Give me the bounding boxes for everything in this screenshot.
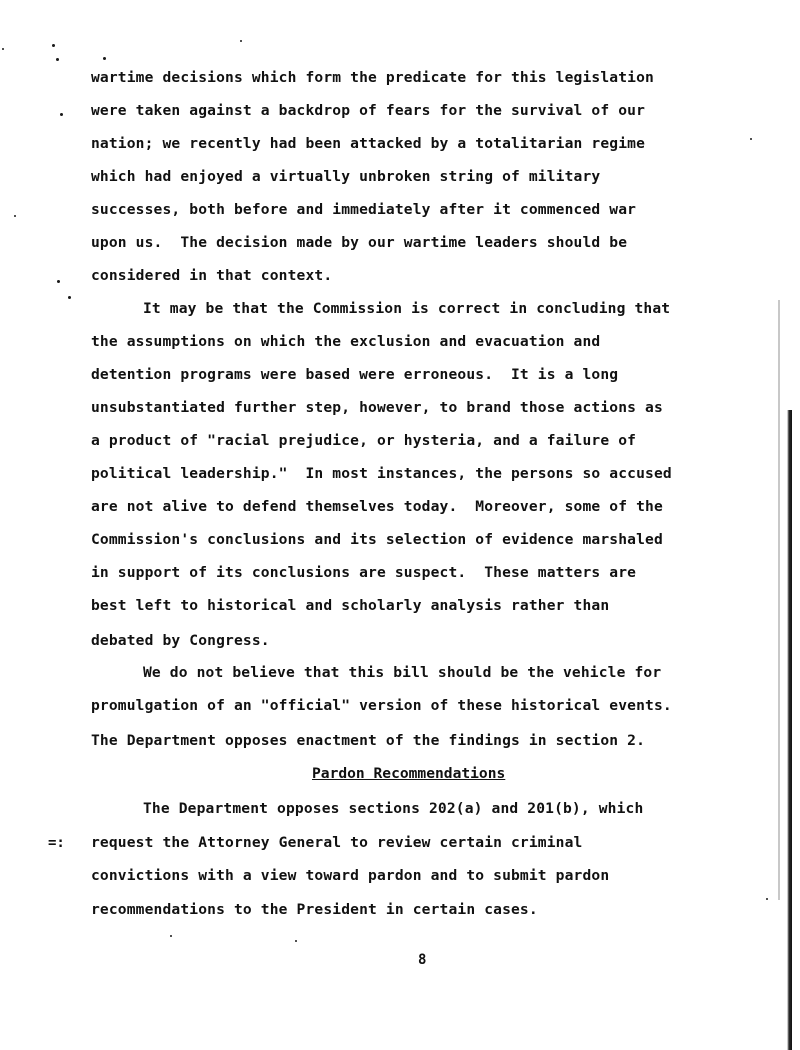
scan-edge-line	[778, 300, 780, 900]
section-heading: Pardon Recommendations	[312, 765, 506, 782]
text-line: unsubstantiated further step, however, to brand those actions as	[91, 399, 663, 416]
text-line: convictions with a view toward pardon and to submit pardon	[91, 867, 610, 884]
text-line: Commission's conclusions and its selection of evidence marshaled	[91, 531, 663, 548]
scan-speck	[750, 138, 752, 140]
text-line: successes, both before and immediately after it commenced war	[91, 201, 637, 218]
text-line: recommendations to the President in certain cases.	[91, 901, 538, 918]
paragraph-start-line: It may be that the Commission is correct in concluding that	[143, 300, 671, 317]
scan-speck	[103, 57, 106, 60]
scan-speck	[170, 935, 172, 937]
scan-speck	[14, 215, 16, 217]
scan-speck	[295, 940, 297, 942]
text-line: are not alive to defend themselves today. Moreover, some of the	[91, 498, 663, 515]
text-line: promulgation of an "official" version of these historical events.	[91, 697, 672, 714]
text-line: best left to historical and scholarly analysis rather than	[91, 597, 610, 614]
scan-speck	[68, 296, 71, 299]
scan-edge-shadow	[787, 410, 792, 1050]
text-line: considered in that context.	[91, 267, 333, 284]
text-line: which had enjoyed a virtually unbroken string of military	[91, 168, 601, 185]
scan-speck	[240, 40, 242, 42]
page-number: 8	[418, 952, 427, 968]
text-line: political leadership." In most instances, the persons so accused	[91, 465, 672, 482]
scan-speck	[57, 280, 60, 283]
scan-speck	[60, 113, 63, 116]
text-line: upon us. The decision made by our wartime leaders should be	[91, 234, 628, 251]
scan-speck	[52, 44, 55, 47]
text-line: nation; we recently had been attacked by a totalitarian regime	[91, 135, 646, 152]
scan-speck	[2, 48, 4, 50]
text-line: detention programs were based were erroneous. It is a long	[91, 366, 619, 383]
text-line: wartime decisions which form the predicate for this legislation	[91, 69, 654, 86]
paragraph-start-line: The Department opposes sections 202(a) and 201(b), which	[143, 800, 644, 817]
text-line: request the Attorney General to review certain criminal	[91, 834, 583, 851]
scan-speck	[56, 58, 59, 61]
text-line: in support of its conclusions are suspect. These matters are	[91, 564, 637, 581]
text-line: a product of "racial prejudice, or hysteria, and a failure of	[91, 432, 637, 449]
margin-mark: =:	[48, 835, 65, 851]
paragraph-start-line: We do not believe that this bill should be the vehicle for	[143, 664, 662, 681]
scan-speck	[766, 898, 768, 900]
text-line: debated by Congress.	[91, 632, 270, 649]
text-line: were taken against a backdrop of fears for the survival of our	[91, 102, 646, 119]
text-line: The Department opposes enactment of the findings in section 2.	[91, 732, 646, 749]
text-line: the assumptions on which the exclusion and evacuation and	[91, 333, 601, 350]
